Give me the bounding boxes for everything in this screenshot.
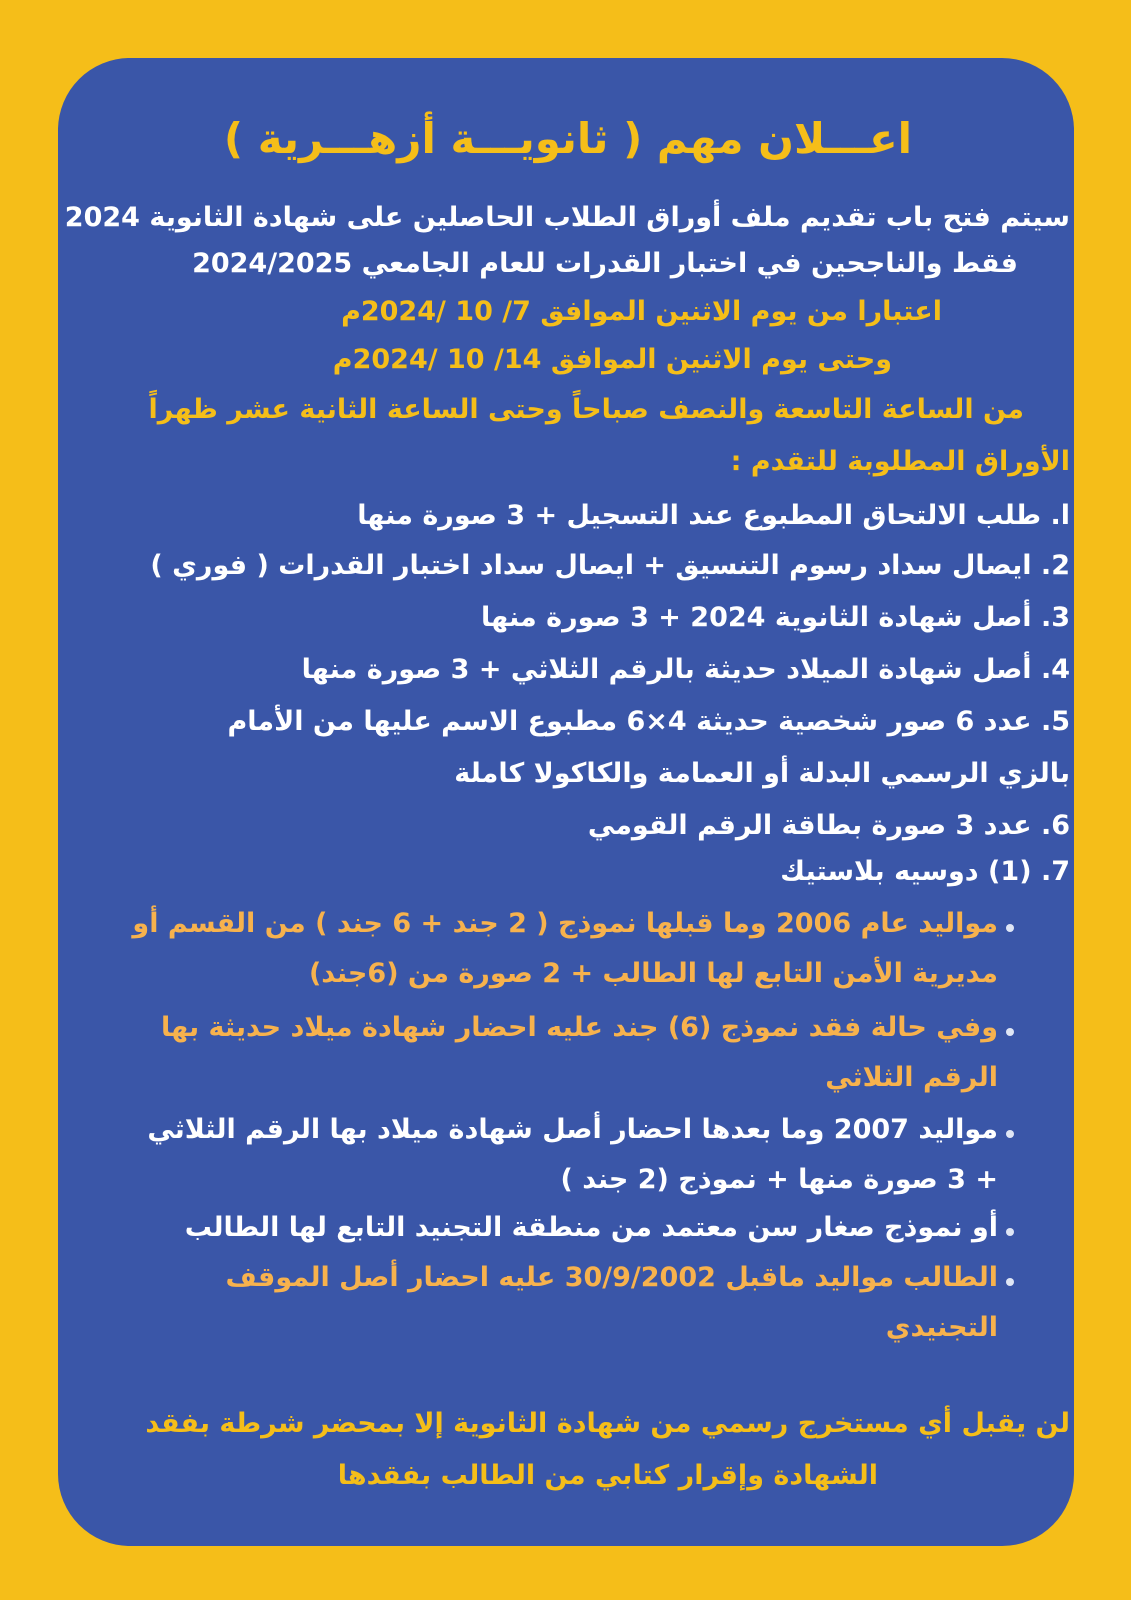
required-item-6: 6. عدد 3 صورة بطاقة الرقم القومي xyxy=(587,810,1070,841)
note-4-line-1: أو نموذج صغار سن معتمد من منطقة التجنيد التابع لها الطالب xyxy=(184,1212,998,1243)
bullet-dot xyxy=(1006,1028,1014,1036)
note-1-line-2: مديرية الأمن التابع لها الطالب + 2 صورة من (6جند) xyxy=(308,958,998,989)
announcement-content xyxy=(64,58,1070,1546)
notice-line-1: لن يقبل أي مستخرج رسمي من شهادة الثانوية إلا بمحضر شرطة بفقد xyxy=(145,1408,1070,1439)
required-item-3: 3. أصل شهادة الثانوية 2024 + 3 صورة منها xyxy=(481,602,1070,633)
required-item-1: ا. طلب الالتحاق المطبوع عند التسجيل + 3 صورة منها xyxy=(357,500,1070,531)
note-1-line-1: مواليد عام 2006 وما قبلها نموذج ( 2 جند + 6 جند ) من القسم أو xyxy=(132,908,998,939)
intro-line-1: سيتم فتح باب تقديم ملف أوراق الطلاب الحاصلين على شهادة الثانوية 2024 xyxy=(64,202,1070,233)
intro-line-2: فقط والناجحين في اختبار القدرات للعام الجامعي 2024/2025 xyxy=(192,248,1018,279)
notice-line-2: الشهادة وإقرار كتابي من الطالب بفقدها xyxy=(337,1460,878,1491)
bullet-dot xyxy=(1006,924,1014,932)
note-5-line-1: الطالب مواليد ماقبل 30/9/2002 عليه احضار أصل الموقف xyxy=(225,1262,998,1293)
required-item-4: 4. أصل شهادة الميلاد حديثة بالرقم الثلاثي + 3 صورة منها xyxy=(301,654,1070,685)
date-from: اعتبارا من يوم الاثنين الموافق 7/ 10 /2024م xyxy=(341,296,942,327)
announcement-panel xyxy=(58,58,1074,1546)
note-3-line-2: + 3 صورة منها + نموذج (2 جند ) xyxy=(560,1164,998,1195)
note-2-line-2: الرقم الثلاثي xyxy=(825,1062,998,1093)
required-item-5: 5. عدد 6 صور شخصية حديثة 4×6 مطبوع الاسم عليها من الأمام xyxy=(227,706,1070,737)
required-item-5-continued: بالزي الرسمي البدلة أو العمامة والكاكولا كاملة xyxy=(454,758,1070,789)
required-item-7: 7. (1) دوسيه بلاستيك xyxy=(780,856,1070,887)
note-5-line-2: التجنيدي xyxy=(885,1312,998,1343)
announcement-title: اعـــلان مهم ( ثانويـــة أزهـــرية ) xyxy=(223,114,913,163)
note-3-line-1: مواليد 2007 وما بعدها احضار أصل شهادة ميلاد بها الرقم الثلاثي xyxy=(147,1114,998,1145)
required-item-2: 2. ايصال سداد رسوم التنسيق + ايصال سداد اختبار القدرات ( فوري ) xyxy=(150,550,1070,581)
bullet-dot xyxy=(1006,1278,1014,1286)
bullet-dot xyxy=(1006,1130,1014,1138)
office-hours: من الساعة التاسعة والنصف صباحاً وحتى الساعة الثانية عشر ظهراً xyxy=(148,394,1024,425)
required-papers-heading: الأوراق المطلوبة للتقدم : xyxy=(730,446,1070,477)
bullet-dot xyxy=(1006,1228,1014,1236)
date-to: وحتى يوم الاثنين الموافق 14/ 10 /2024م xyxy=(332,344,892,375)
note-2-line-1: وفي حالة فقد نموذج (6) جند عليه احضار شهادة ميلاد حديثة بها xyxy=(161,1012,998,1043)
